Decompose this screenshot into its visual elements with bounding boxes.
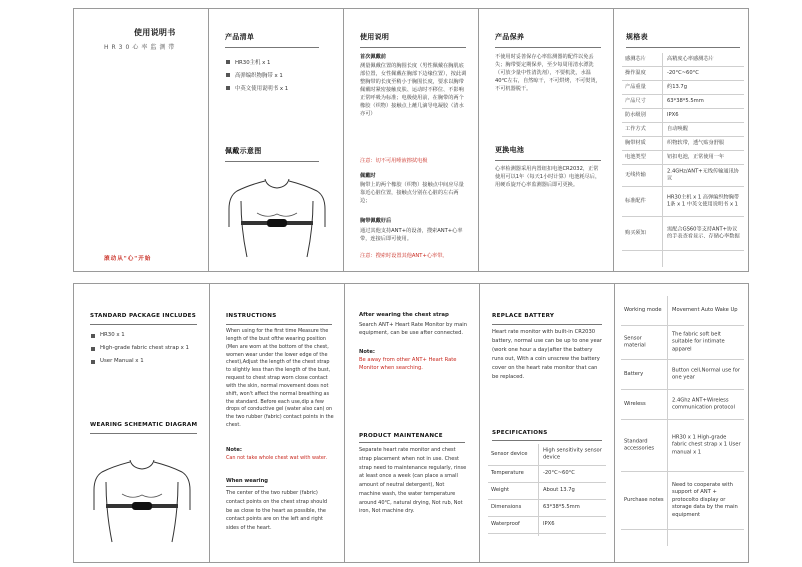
usage-panel-cn bbox=[344, 9, 478, 272]
spec-value: IPX6 bbox=[667, 111, 679, 118]
maintenance-panel-cn bbox=[479, 9, 613, 272]
divider bbox=[226, 486, 264, 487]
cover-title: 使用说明书 bbox=[134, 28, 176, 37]
wearing-label: When wearing bbox=[226, 478, 268, 484]
spec-label: Battery bbox=[624, 370, 644, 377]
instructions-panel-en bbox=[210, 284, 344, 563]
package-item: 高弹编织物胸带 x 1 bbox=[235, 73, 283, 79]
table-row bbox=[622, 123, 744, 137]
divider bbox=[225, 47, 319, 48]
spec-value: Movement Auto Wake Up bbox=[672, 306, 738, 313]
specs-title-en: SPECIFICATIONS bbox=[492, 430, 548, 436]
spec-label: Waterproof bbox=[491, 521, 520, 528]
battery-title-en: REPLACE BATTERY bbox=[492, 313, 555, 319]
after-note: 注意：搜索时设置其他ANT+心率带。 bbox=[360, 253, 448, 259]
spec-value: IPX6 bbox=[543, 521, 555, 528]
divider bbox=[225, 161, 319, 162]
spec-label: 电池类型 bbox=[625, 153, 646, 160]
battery-body: 心率检测器采用内置纽扣电池CR2032，正常使用可以1年（每天1小时计算）电池耗尽后，用硬币旋开心率监测器后即可更换。 bbox=[495, 166, 601, 189]
table-row bbox=[622, 67, 744, 81]
spec-label: Standard accessories bbox=[624, 437, 655, 452]
divider bbox=[495, 160, 601, 161]
spec-label: 无线传输 bbox=[625, 171, 646, 178]
first-use-note: 注意：切不可用唾液擦拭电极 bbox=[360, 158, 428, 164]
package-title: 产品清单 bbox=[225, 33, 255, 41]
spec-value: 2.4Ghz ANT+Wireless communication protocol bbox=[672, 396, 735, 411]
table-row bbox=[621, 360, 744, 390]
spec-label: 购买须知 bbox=[625, 229, 646, 236]
wearing-title-en: WEARING SCHEMATIC DIAGRAM bbox=[90, 422, 198, 428]
top-sheet bbox=[73, 8, 749, 272]
table-row bbox=[621, 296, 744, 326]
wear-title: 佩戴时 bbox=[360, 173, 376, 179]
spec-value: The fabric soft belt suitable for intimate apparel bbox=[672, 331, 725, 353]
first-use-body: 测量佩戴位置的胸围长度（男性佩戴在胸肌底部位置，女性佩戴在胸部下边缘位置），按此调整胸带的长度至稍小于胸围长度，要求以胸带佩戴时紧密接触皮肤、运动时不移位、不影响正常呼吸为标准；电极使用前，在胸带的两个橡胶（织物）接触点上蘸几滴导电凝胶（清水亦可） bbox=[360, 63, 467, 118]
spec-label: 产品重量 bbox=[625, 83, 646, 90]
package-panel-cn bbox=[209, 9, 343, 272]
spec-label: 标准配件 bbox=[625, 197, 646, 204]
spec-value: -20°C~60°C bbox=[543, 470, 575, 477]
package-panel-en bbox=[74, 284, 209, 563]
after-title: 胸带佩戴好后 bbox=[360, 218, 392, 224]
table-row bbox=[622, 217, 744, 251]
instructions-note-body: Can not take whole chest wat with water. bbox=[226, 455, 328, 461]
cover-footer: 滚动从"心"开始 bbox=[104, 256, 152, 262]
spec-label: Temperature bbox=[491, 470, 524, 477]
spec-label: 操作温度 bbox=[625, 69, 646, 76]
spec-label: Working mode bbox=[624, 306, 662, 313]
instructions-note-label: Note: bbox=[226, 447, 242, 453]
spec-label: Wireless bbox=[624, 400, 646, 407]
spec-value: 钮扣电池，正常使用一年 bbox=[667, 153, 725, 160]
spec-panel-cn bbox=[614, 9, 749, 272]
table-row bbox=[488, 517, 606, 534]
maintenance-title: 产品保养 bbox=[495, 33, 525, 41]
first-use-title: 首次佩戴前 bbox=[360, 54, 386, 60]
spec-value: HR30 x 1 High-grade fabric chest strap x 1 User manual x 1 bbox=[672, 434, 741, 456]
divider bbox=[626, 47, 740, 48]
cover-panel bbox=[74, 9, 208, 272]
spec-label: 胸带材质 bbox=[625, 139, 646, 146]
package-item-en: HR30 x 1 bbox=[100, 332, 125, 338]
spec-table-en bbox=[488, 444, 606, 536]
table-row bbox=[622, 137, 744, 151]
table-row bbox=[488, 466, 606, 483]
divider bbox=[492, 324, 602, 325]
spec-title: 规格表 bbox=[626, 33, 648, 41]
spec-value: HR30主机 x 1 高弹编织物胸带1条 x 1 中英文使用说明书 x 1 bbox=[667, 193, 740, 208]
wearing-body: The center of the two rubber (fabric) contact points on the chest strap should be as close to the heart as possible, the contact points are on the left and right sides of the heart. bbox=[226, 490, 328, 531]
after-body: 通过其他支持ANT+的设备，搜索ANT+心率带，连接后即可使用。 bbox=[360, 228, 463, 243]
table-row bbox=[622, 187, 744, 217]
table-row bbox=[488, 500, 606, 517]
after-title-en: After wearing the chest strap bbox=[359, 312, 449, 318]
spec-value: Need to cooperate with support of ANT + protocolto display or storage data by the main equipment bbox=[672, 481, 738, 518]
table-row bbox=[622, 151, 744, 165]
table-row bbox=[621, 420, 744, 472]
package-title-en: STANDARD PACKAGE INCLUDES bbox=[90, 313, 197, 319]
spec-label: 感测芯片 bbox=[625, 55, 646, 62]
spec-value: High sensitivity sensor device bbox=[543, 446, 602, 461]
spec-label: 防水级别 bbox=[625, 111, 646, 118]
table-row bbox=[622, 165, 744, 187]
spec-value: About 13.7g bbox=[543, 487, 575, 494]
table-row bbox=[488, 444, 606, 466]
table-row bbox=[622, 95, 744, 109]
spec-value: 需配合GS60等支持ANT+协议的手表查看显示、存储心率数据 bbox=[667, 225, 740, 240]
table-row bbox=[622, 53, 744, 67]
package-item-en: High-grade fabric chest strap x 1 bbox=[100, 345, 189, 351]
package-item: HR30主机 x 1 bbox=[235, 60, 271, 66]
spec-panel-en-2 bbox=[615, 284, 749, 563]
spec-value: 高精度心率感测芯片 bbox=[667, 55, 714, 62]
table-row bbox=[488, 483, 606, 500]
table-row bbox=[621, 472, 744, 530]
spec-label: Sensor material bbox=[624, 334, 646, 349]
spec-value: 约13.7g bbox=[667, 83, 688, 90]
spec-table bbox=[622, 53, 744, 267]
maintenance-body: 不使用时妥善保存心率监测器的配件以免丢失；胸带要定期保养，至少每周用清水漂洗（可放少量中性清洗剂），不要机洗，水温40℃左右，自然晾干，不可烘烤，不可熨烫，不可机器脱干。 bbox=[495, 54, 601, 93]
divider bbox=[90, 433, 197, 434]
torso-illustration bbox=[227, 179, 327, 259]
after-panel-en bbox=[345, 284, 479, 563]
divider bbox=[90, 324, 197, 325]
spec-value: 63*38*5.5mm bbox=[667, 97, 704, 104]
maintenance-body-en: Separate heart rate monitor and chest strap placement when not in use. Chest strap need to maintenance regularly, rinse at least once a week (can place a small amount of neutral detergent), Not machine wash, the water temperature around 40℃, natural drying, Not rub, Not iron, Not machine dry. bbox=[359, 447, 467, 515]
spec-label: 产品尺寸 bbox=[625, 97, 646, 104]
package-item: 中英文使用说明书 x 1 bbox=[235, 86, 289, 92]
divider bbox=[360, 47, 466, 48]
usage-title: 使用说明 bbox=[360, 33, 390, 41]
spec-value: -20°C~60°C bbox=[667, 69, 699, 76]
cover-subtitle: HR30心率监测带 bbox=[104, 44, 178, 51]
instructions-body: When using for the first time Measure the length of the bust ofthe wearing position (Men are worn at the bottom of the chest, women wear under the lower edge of the chest),Adjust the length of the chest strap to slightly less than the length of the bust, request to chest strap worn close contact with the skin, normal movement does not shift, won't affect the normal breathing as the standard. Before each use,dip a few drops of conductive gel (water also can) on the two rubber (fabric) contact points in the chest. bbox=[226, 328, 334, 429]
divider bbox=[492, 440, 602, 441]
maintenance-title-en: PRODUCT MAINTENANCE bbox=[359, 433, 443, 439]
spec-value: Button cell,Normal use for one year bbox=[672, 366, 740, 381]
spec-label: Weight bbox=[491, 487, 510, 494]
table-row bbox=[622, 81, 744, 95]
wearing-title: 佩戴示意图 bbox=[225, 147, 262, 155]
spec-label: Sensor device bbox=[491, 450, 528, 457]
wear-body: 胸带上的两个橡胶（织物）接触点中间应尽量靠近心脏位置，接触点分别在心脏的左右两边； bbox=[360, 182, 464, 205]
battery-title: 更换电池 bbox=[495, 146, 525, 154]
spec-label: 工作方式 bbox=[625, 125, 646, 132]
spec-label: Dimensions bbox=[491, 504, 522, 511]
spec-table-en-2 bbox=[621, 296, 744, 546]
after-note-body: Be away from other ANT+ Heart Rate Monitor when searching. bbox=[359, 357, 457, 372]
spec-label: Purchase notes bbox=[624, 496, 664, 503]
package-item-en: User Manual x 1 bbox=[100, 358, 144, 364]
bottom-sheet bbox=[73, 283, 749, 563]
spec-value: 自动唤醒 bbox=[667, 125, 688, 132]
spec-value: 织物软带，透气贴身舒服 bbox=[667, 139, 725, 146]
spec-value: 2.4GHz/ANT+无线传输通讯协议 bbox=[667, 167, 739, 182]
divider bbox=[226, 324, 332, 325]
battery-body-en: Heart rate monitor with built-in CR2030 battery, normal use can be up to one year (work one hour a day)after the battery runs out, With a coin unscrew the battery cover on the heart rate monitor that can be replaced. bbox=[492, 329, 602, 381]
after-note-label: Note: bbox=[359, 349, 375, 355]
table-row bbox=[621, 326, 744, 360]
table-row bbox=[622, 109, 744, 123]
instructions-title: INSTRUCTIONS bbox=[226, 313, 277, 319]
divider bbox=[495, 47, 601, 48]
table-row bbox=[621, 390, 744, 420]
torso-illustration-en bbox=[92, 460, 192, 544]
divider bbox=[359, 442, 465, 443]
spec-value: 63*38*5.5mm bbox=[543, 504, 580, 511]
after-body-en: Search ANT+ Heart Rate Monitor by main equipment, can be use after connected. bbox=[359, 322, 468, 337]
battery-panel-en bbox=[480, 284, 614, 563]
